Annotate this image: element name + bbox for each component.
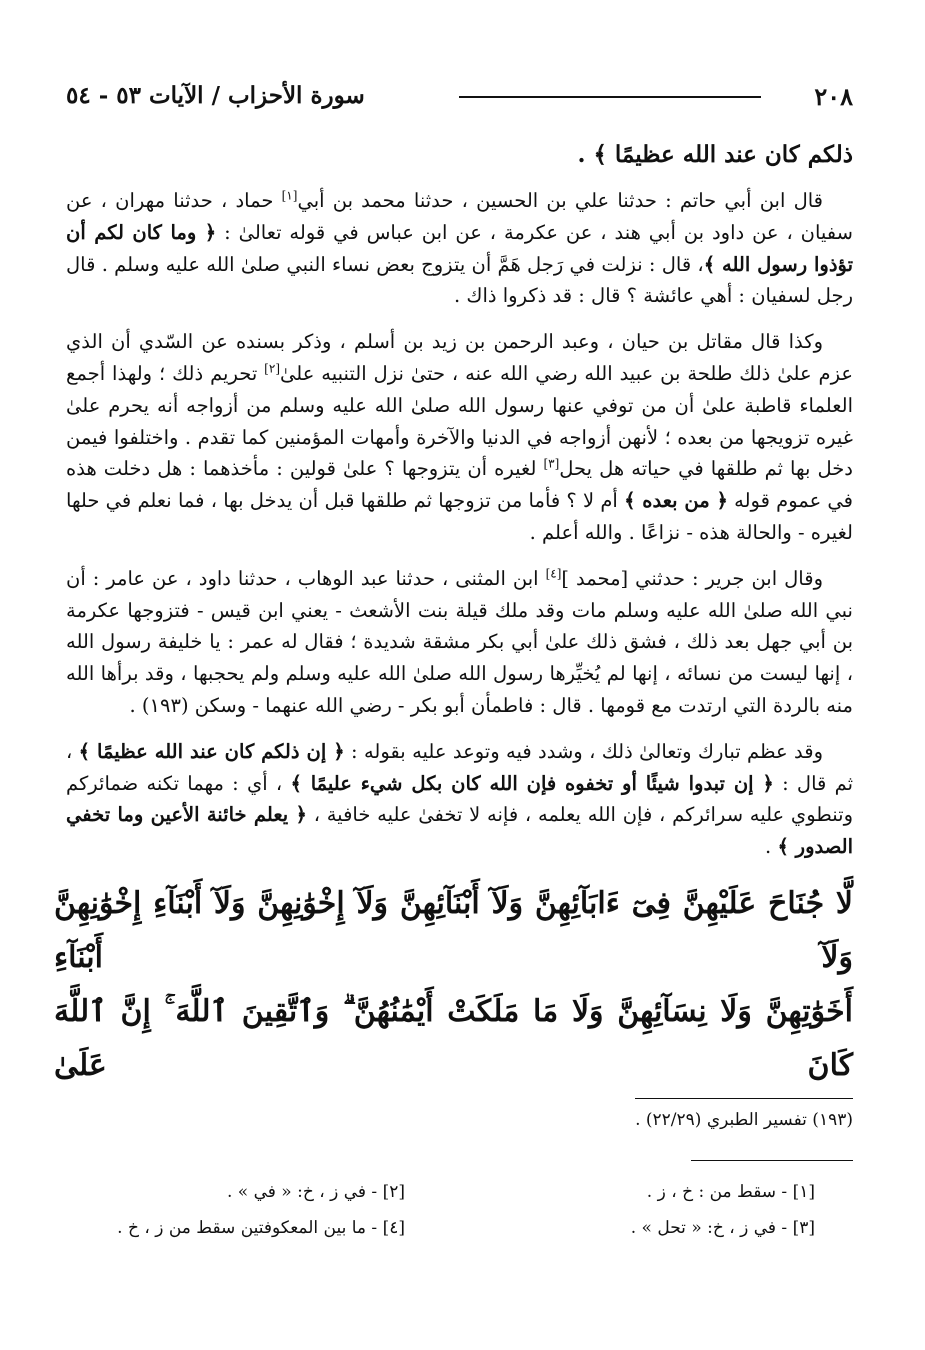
footnote-ref: [٣]	[543, 456, 560, 471]
footnote-3: [٣] - في ز ، خ: « تحل » .	[630, 1218, 815, 1238]
header-rule	[459, 96, 761, 98]
quran-quote: ﴿ من بعده ﴾	[624, 489, 728, 513]
footnote-ref: [٤]	[545, 566, 562, 581]
paragraph-warning	[66, 736, 853, 863]
quran-quote: ﴿ إن تبدوا شيئًا أو تخفوه فإن الله كان بكل شيء عليمًا ﴾	[290, 771, 774, 795]
note-ref: (١٩٣) .	[129, 693, 195, 717]
text: أم لا ؟ فأما من تزوجها ثم طلقها قبل أن يدخل بها ، فما نعلم في حلها لغيره - والحالة هذه - نزاعًا . والله أعلم .	[66, 489, 853, 544]
text: ، قال : نزلت في رَجل هَمَّ أن يتزوج بعض نساء النبي صلىٰ الله عليه وسلم . قال رجل لسفيان : أهي عائشة ؟ قال : قد ذكروا ذاك .	[66, 252, 853, 308]
paragraph-muqatil	[66, 326, 853, 549]
page-number: ٢٠٨	[814, 82, 853, 111]
quran-verse-block	[54, 877, 853, 1093]
footnote-4: [٤] - ما بين المعكوفتين سقط من ز ، خ .	[117, 1218, 405, 1238]
text: .	[765, 835, 778, 859]
quran-quote: ﴿ إن ذلكم كان عند الله عظيمًا ﴾	[78, 739, 345, 763]
paragraph-ibn-jarir	[66, 563, 853, 722]
page-header	[66, 78, 853, 118]
text: حماد ، حدثنا مهران ، عن سفيان ، عن داود بن أبي هند ، عن عكرمة ، عن ابن عباس في قوله تعالىٰ :	[66, 189, 854, 244]
text: ، أي : مهما تكنه ضمائركم وتنطوي عليه سرائركم ، فإن الله يعلمه ، فإنه لا تخفىٰ عليه خافية ،	[66, 771, 853, 827]
text: وقد عظم تبارك وتعالىٰ ذلك ، وشدد فيه وتوعد عليه بقوله :	[344, 739, 823, 763]
footnote-main: (١٩٣) تفسير الطبري (٢٢/٢٩) .	[635, 1110, 853, 1130]
text: وكذا قال مقاتل بن حيان ، وعبد الرحمن بن زيد بن أسلم ، وذكر بسنده عن السّدي أن الذي عزم علىٰ ذلك طلحة بن عبيد الله رضي الله عنه ، حتىٰ نزل التنبيه علىٰ	[66, 330, 853, 385]
footnote-ref: [٢]	[264, 361, 280, 376]
footnote-1: [١] - سقط من : خ ، ز .	[646, 1182, 815, 1202]
quran-verse-line: أَخَوَٰتِهِنَّ وَلَا نِسَآئِهِنَّ وَلَا مَا مَلَكَتْ أَيْمَٰنُهُنَّ ۗ وَٱتَّقِينَ ٱللَّهَ ۚ إِنَّ ٱللَّهَ كَانَ عَلَىٰ	[54, 993, 853, 1083]
footnote-separator	[635, 1098, 853, 1099]
verse-ending: ذلكم كان عند الله عظيمًا ﴾ .	[577, 141, 853, 168]
running-head: سورة الأحزاب / الآيات ٥٣ - ٥٤	[66, 82, 365, 109]
footnote-separator	[691, 1160, 853, 1161]
text: ابن المثنى ، حدثنا عبد الوهاب ، حدثنا داود ، عن عامر : أن نبي الله صلىٰ الله عليه وسلم مات وقد ملك قيلة بنت الأشعث - يعني ابن قيس - فتزوجها عكرمة بن أبي جهل بعد ذلك ، فشق ذلك علىٰ أبي بكر مشقة شديدة ؛ فقال له عمر : يا خليفة رسول الله ، إنها ليست من نسائه ، إنها لم يُخيِّرها رسول الله صلىٰ الله عليه وسلم ولم يحجبها ، وقد برأها الله منه بالردة التي ارتدت مع قومها . قال : فاطمأن أبو بكر - رضي الله عنهما - وسكن	[66, 566, 853, 717]
page-body	[54, 135, 854, 1093]
text: لغيره أن يتزوجها ؟ علىٰ قولين : مأخذهما : هل دخلت هذه في عموم قوله	[66, 457, 854, 513]
text: ، ثم قال :	[66, 739, 853, 795]
text: وقال ابن جرير : حدثني [محمد ]	[561, 566, 823, 590]
text: تحريم ذلك ؛ ولهذا أجمع العلماء قاطبة علىٰ أن من توفي عنها رسول الله صلىٰ الله عليه وسلم من أزواجه أنه يحرم علىٰ غيره تزويجها من بعده ؛ لأنهن أزواجه في الدنيا والآخرة وأمهات المؤمنين كما تقدم . واختلفوا فيمن دخل بها ثم طلقها في حياته هل يحل	[66, 361, 853, 481]
footnote-ref: [١]	[281, 188, 298, 203]
quran-verse-line: لَّا جُنَاحَ عَلَيْهِنَّ فِىٓ ءَابَآئِهِنَّ وَلَآ أَبْنَآئِهِنَّ وَلَآ إِخْوَٰنِهِنَّ وَلَآ أَبْنَآءِ إِخْوَٰنِهِنَّ وَلَآ أَبْنَآءِ	[54, 885, 853, 975]
quran-quote: ﴿ يعلم خائنة الأعين وما تخفي الصدور ﴾	[66, 803, 853, 859]
text: قال ابن أبي حاتم : حدثنا علي بن الحسين ، حدثنا محمد بن أبي	[297, 189, 824, 212]
paragraph-ibn-abi-hatim	[66, 185, 853, 312]
footnote-2: [٢] - في ز ، خ: « في » .	[227, 1182, 405, 1202]
quran-quote: ﴿ وما كان لكم أن تؤذوا رسول الله ﴾	[66, 220, 854, 276]
